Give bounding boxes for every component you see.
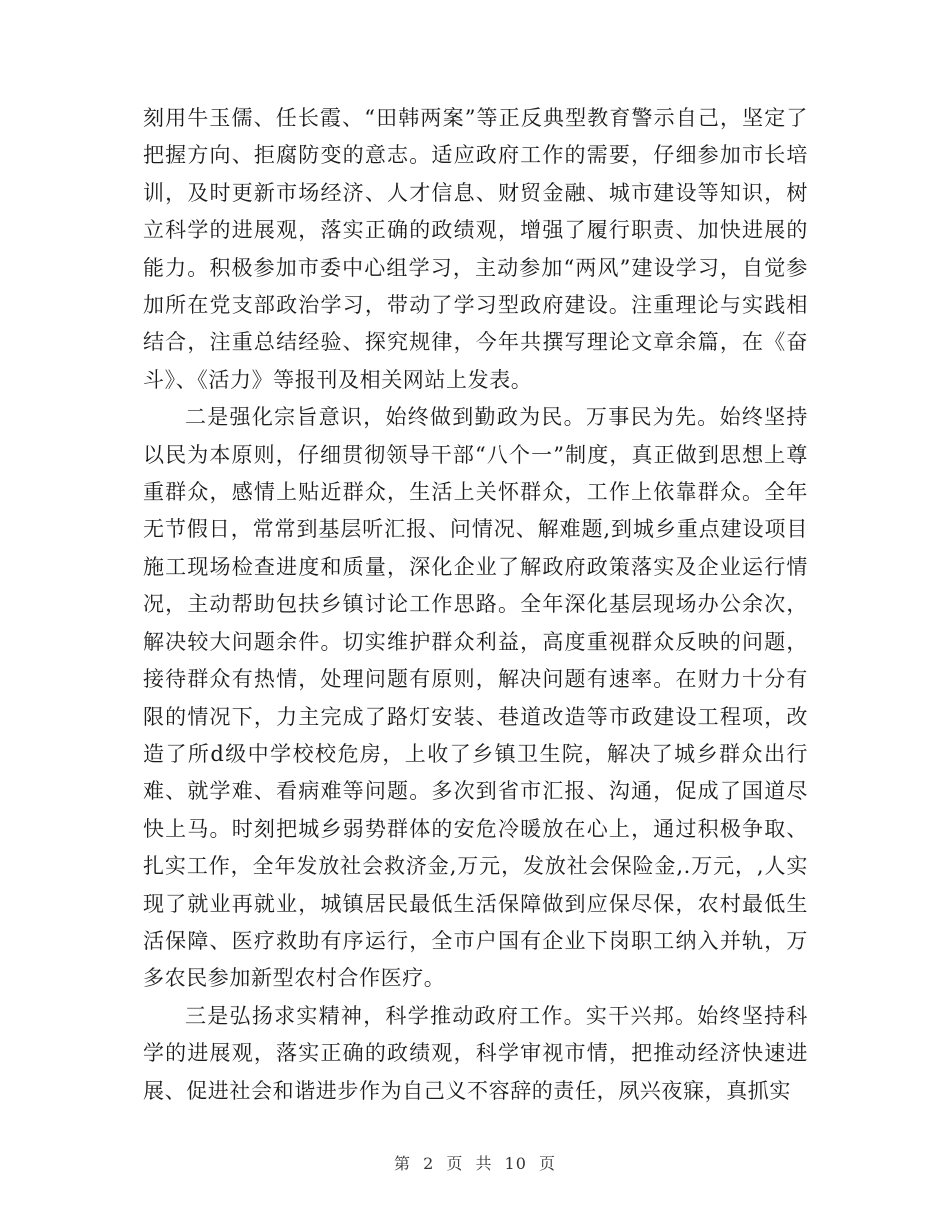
paragraph-2: 二是强化宗旨意识，始终做到勤政为民。万事民为先。始终坚持以民为本原则，仔细贯彻领导干部“八个一”制度，真正做到思想上尊重群众，感情上贴近群众，生活上关怀群众，工作上依靠群众。全年无节假日，常常到基层听汇报、问情况、解难题,到城乡重点建设项目施工现场检查进度和质量，深化企业了解政府政策落实及企业运行情况，主动帮助包扶乡镇讨论工作思路。全年深化基层现场办公余次，解决较大问题余件。切实维护群众利益，高度重视群众反映的问题，接待群众有热情，处理问题有原则，解决问题有速率。在财力十分有限的情况下，力主完成了路灯安装、巷道改造等市政建设工程项，改造了所d级中学校校危房，上收了乡镇卫生院，解决了城乡群众出行难、就学难、看病难等问题。多次到省市汇报、沟通，促成了国道尽快上马。时刻把城乡弱势群体的安危冷暖放在心上，通过积极争取、扎实工作，全年发放社会救济金,万元，发放社会保险金,.万元，,人实现了就业再就业，城镇居民最低生活保障做到应保尽保，农村最低生活保障、医疗救助有序运行，全市户国有企业下岗职工纳入并轨，万多农民参加新型农村合作医疗。 xyxy=(143,405,808,991)
paragraph-3: 三是弘扬求实精神，科学推动政府工作。实干兴邦。始终坚持科学的进展观，落实正确的政绩观，科学审视市情，把推动经济快速进展、促进社会和谐进步作为自己义不容辞的责任，夙兴夜寐，真抓实 xyxy=(143,1003,808,1103)
page-number-footer: 第 2 页 共 10 页 xyxy=(394,1154,556,1173)
paragraph-1: 刻用牛玉儒、任长霞、“田韩两案”等正反典型教育警示自己，坚定了把握方向、拒腐防变的意志。适应政府工作的需要，仔细参加市长培训，及时更新市场经济、人才信息、财贸金融、城市建设等知识，树立科学的进展观，落实正确的政绩观，增强了履行职责、加快进展的能力。积极参加市委中心组学习，主动参加“两风”建设学习，自觉参加所在党支部政治学习，带动了学习型政府建设。注重理论与实践相结合，注重总结经验、探究规律，今年共撰写理论文章余篇，在《奋斗》、《活力》等报刊及相关网站上发表。 xyxy=(143,106,808,392)
document-body xyxy=(143,100,808,1110)
